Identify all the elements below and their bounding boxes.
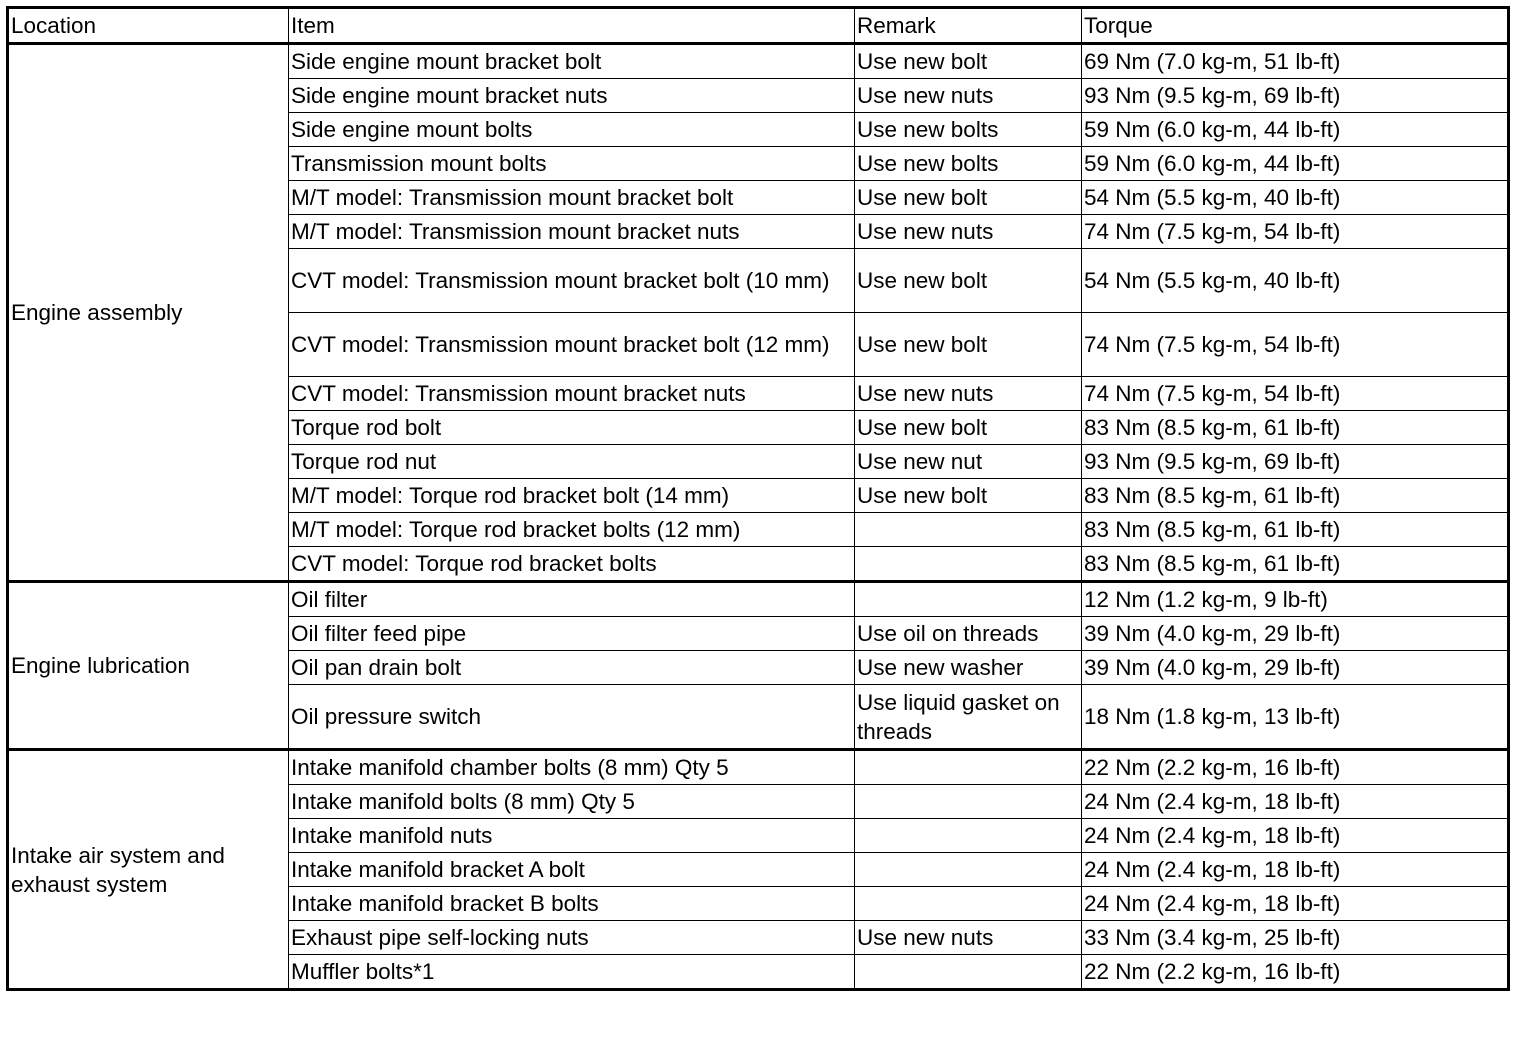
item-cell: Intake manifold bolts (8 mm) Qty 5	[289, 785, 855, 819]
item-cell: Intake manifold chamber bolts (8 mm) Qty 5	[289, 750, 855, 785]
remark-cell: Use new bolt	[855, 249, 1082, 313]
item-cell: Side engine mount bracket nuts	[289, 79, 855, 113]
item-cell: Exhaust pipe self-locking nuts	[289, 921, 855, 955]
item-cell: Side engine mount bolts	[289, 113, 855, 147]
torque-cell: 24 Nm (2.4 kg-m, 18 lb-ft)	[1082, 785, 1509, 819]
item-cell: Intake manifold bracket B bolts	[289, 887, 855, 921]
torque-cell: 93 Nm (9.5 kg-m, 69 lb-ft)	[1082, 79, 1509, 113]
remark-cell: Use new nuts	[855, 921, 1082, 955]
location-header: Location	[8, 8, 289, 44]
torque-cell: 54 Nm (5.5 kg-m, 40 lb-ft)	[1082, 181, 1509, 215]
remark-cell	[855, 513, 1082, 547]
torque-cell: 59 Nm (6.0 kg-m, 44 lb-ft)	[1082, 147, 1509, 181]
item-cell: Torque rod nut	[289, 445, 855, 479]
item-cell: Torque rod bolt	[289, 411, 855, 445]
item-cell: CVT model: Transmission mount bracket bolt (10 mm)	[289, 249, 855, 313]
item-cell: Oil filter feed pipe	[289, 617, 855, 651]
remark-cell	[855, 785, 1082, 819]
torque-cell: 24 Nm (2.4 kg-m, 18 lb-ft)	[1082, 853, 1509, 887]
remark-cell: Use new nut	[855, 445, 1082, 479]
location-cell: Engine lubrication	[8, 582, 289, 750]
item-cell: CVT model: Transmission mount bracket nuts	[289, 377, 855, 411]
torque-cell: 74 Nm (7.5 kg-m, 54 lb-ft)	[1082, 377, 1509, 411]
torque-specification-table	[6, 6, 1510, 991]
remark-cell	[855, 750, 1082, 785]
remark-cell: Use new bolt	[855, 313, 1082, 377]
item-cell: Transmission mount bolts	[289, 147, 855, 181]
item-cell: Muffler bolts*1	[289, 955, 855, 990]
item-cell: Oil filter	[289, 582, 855, 617]
remark-cell: Use new nuts	[855, 377, 1082, 411]
item-cell: M/T model: Transmission mount bracket nuts	[289, 215, 855, 249]
torque-cell: 39 Nm (4.0 kg-m, 29 lb-ft)	[1082, 651, 1509, 685]
remark-cell: Use liquid gasket on threads	[855, 685, 1082, 750]
torque-cell: 18 Nm (1.8 kg-m, 13 lb-ft)	[1082, 685, 1509, 750]
remark-cell: Use new bolt	[855, 44, 1082, 79]
location-cell: Engine assembly	[8, 44, 289, 582]
remark-cell	[855, 887, 1082, 921]
remark-cell: Use new nuts	[855, 79, 1082, 113]
torque-cell: 74 Nm (7.5 kg-m, 54 lb-ft)	[1082, 313, 1509, 377]
remark-cell	[855, 955, 1082, 990]
remark-cell: Use new nuts	[855, 215, 1082, 249]
torque-cell: 22 Nm (2.2 kg-m, 16 lb-ft)	[1082, 955, 1509, 990]
torque-cell: 83 Nm (8.5 kg-m, 61 lb-ft)	[1082, 547, 1509, 582]
torque-cell: 39 Nm (4.0 kg-m, 29 lb-ft)	[1082, 617, 1509, 651]
remark-cell: Use new bolt	[855, 181, 1082, 215]
remark-cell: Use new bolt	[855, 479, 1082, 513]
item-cell: M/T model: Transmission mount bracket bolt	[289, 181, 855, 215]
item-cell: Oil pan drain bolt	[289, 651, 855, 685]
remark-cell: Use new washer	[855, 651, 1082, 685]
item-cell: M/T model: Torque rod bracket bolts (12 mm)	[289, 513, 855, 547]
torque-cell: 74 Nm (7.5 kg-m, 54 lb-ft)	[1082, 215, 1509, 249]
table-body	[8, 44, 1509, 990]
item-cell: Intake manifold bracket A bolt	[289, 853, 855, 887]
remark-cell: Use new bolt	[855, 411, 1082, 445]
table-row	[8, 750, 1509, 785]
remark-cell	[855, 582, 1082, 617]
remark-cell: Use oil on threads	[855, 617, 1082, 651]
torque-cell: 59 Nm (6.0 kg-m, 44 lb-ft)	[1082, 113, 1509, 147]
item-header: Item	[289, 8, 855, 44]
header-row	[8, 8, 1509, 44]
torque-cell: 83 Nm (8.5 kg-m, 61 lb-ft)	[1082, 411, 1509, 445]
torque-cell: 22 Nm (2.2 kg-m, 16 lb-ft)	[1082, 750, 1509, 785]
item-cell: M/T model: Torque rod bracket bolt (14 mm)	[289, 479, 855, 513]
remark-cell: Use new bolts	[855, 147, 1082, 181]
remark-cell: Use new bolts	[855, 113, 1082, 147]
remark-cell	[855, 547, 1082, 582]
torque-cell: 83 Nm (8.5 kg-m, 61 lb-ft)	[1082, 513, 1509, 547]
item-cell: CVT model: Transmission mount bracket bolt (12 mm)	[289, 313, 855, 377]
remark-cell	[855, 819, 1082, 853]
table-row	[8, 44, 1509, 79]
item-cell: CVT model: Torque rod bracket bolts	[289, 547, 855, 582]
torque-cell: 33 Nm (3.4 kg-m, 25 lb-ft)	[1082, 921, 1509, 955]
item-cell: Side engine mount bracket bolt	[289, 44, 855, 79]
torque-cell: 83 Nm (8.5 kg-m, 61 lb-ft)	[1082, 479, 1509, 513]
torque-cell: 24 Nm (2.4 kg-m, 18 lb-ft)	[1082, 887, 1509, 921]
item-cell: Oil pressure switch	[289, 685, 855, 750]
torque-cell: 93 Nm (9.5 kg-m, 69 lb-ft)	[1082, 445, 1509, 479]
item-cell: Intake manifold nuts	[289, 819, 855, 853]
torque-cell: 24 Nm (2.4 kg-m, 18 lb-ft)	[1082, 819, 1509, 853]
location-cell: Intake air system and exhaust system	[8, 750, 289, 990]
table-row	[8, 582, 1509, 617]
torque-cell: 69 Nm (7.0 kg-m, 51 lb-ft)	[1082, 44, 1509, 79]
torque-cell: 12 Nm (1.2 kg-m, 9 lb-ft)	[1082, 582, 1509, 617]
torque-header: Torque	[1082, 8, 1509, 44]
remark-cell	[855, 853, 1082, 887]
torque-cell: 54 Nm (5.5 kg-m, 40 lb-ft)	[1082, 249, 1509, 313]
remark-header: Remark	[855, 8, 1082, 44]
